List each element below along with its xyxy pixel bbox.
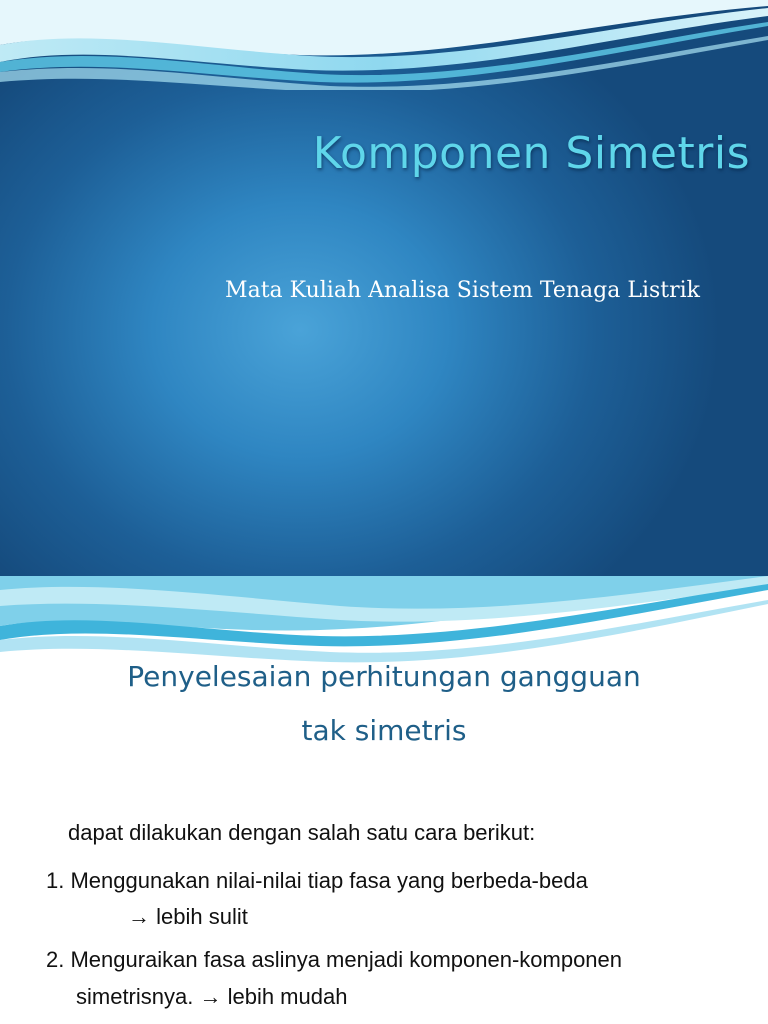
heading-line-1: Penyelesaian perhitungan gangguan bbox=[127, 660, 641, 693]
list-item-2: 2. Menguraikan fasa aslinya menjadi komponen-komponen bbox=[46, 947, 623, 972]
slide-title: Komponen Simetris bbox=[312, 128, 750, 179]
intro-text: dapat dilakukan dengan salah satu cara berikut: bbox=[68, 820, 536, 845]
list-item-2-continuation: simetrisnya. → lebih mudah bbox=[76, 984, 348, 1009]
slide-heading bbox=[0, 650, 768, 758]
list-item-1-note: → lebih sulit bbox=[128, 904, 248, 929]
content-slide bbox=[0, 576, 768, 1024]
decorative-waves bbox=[0, 0, 768, 90]
list-item-1: 1. Menggunakan nilai-nilai tiap fasa yang berbeda-beda bbox=[46, 868, 588, 893]
heading-line-2: tak simetris bbox=[301, 714, 467, 747]
slide-subtitle: Mata Kuliah Analisa Sistem Tenaga Listrik bbox=[225, 278, 700, 303]
